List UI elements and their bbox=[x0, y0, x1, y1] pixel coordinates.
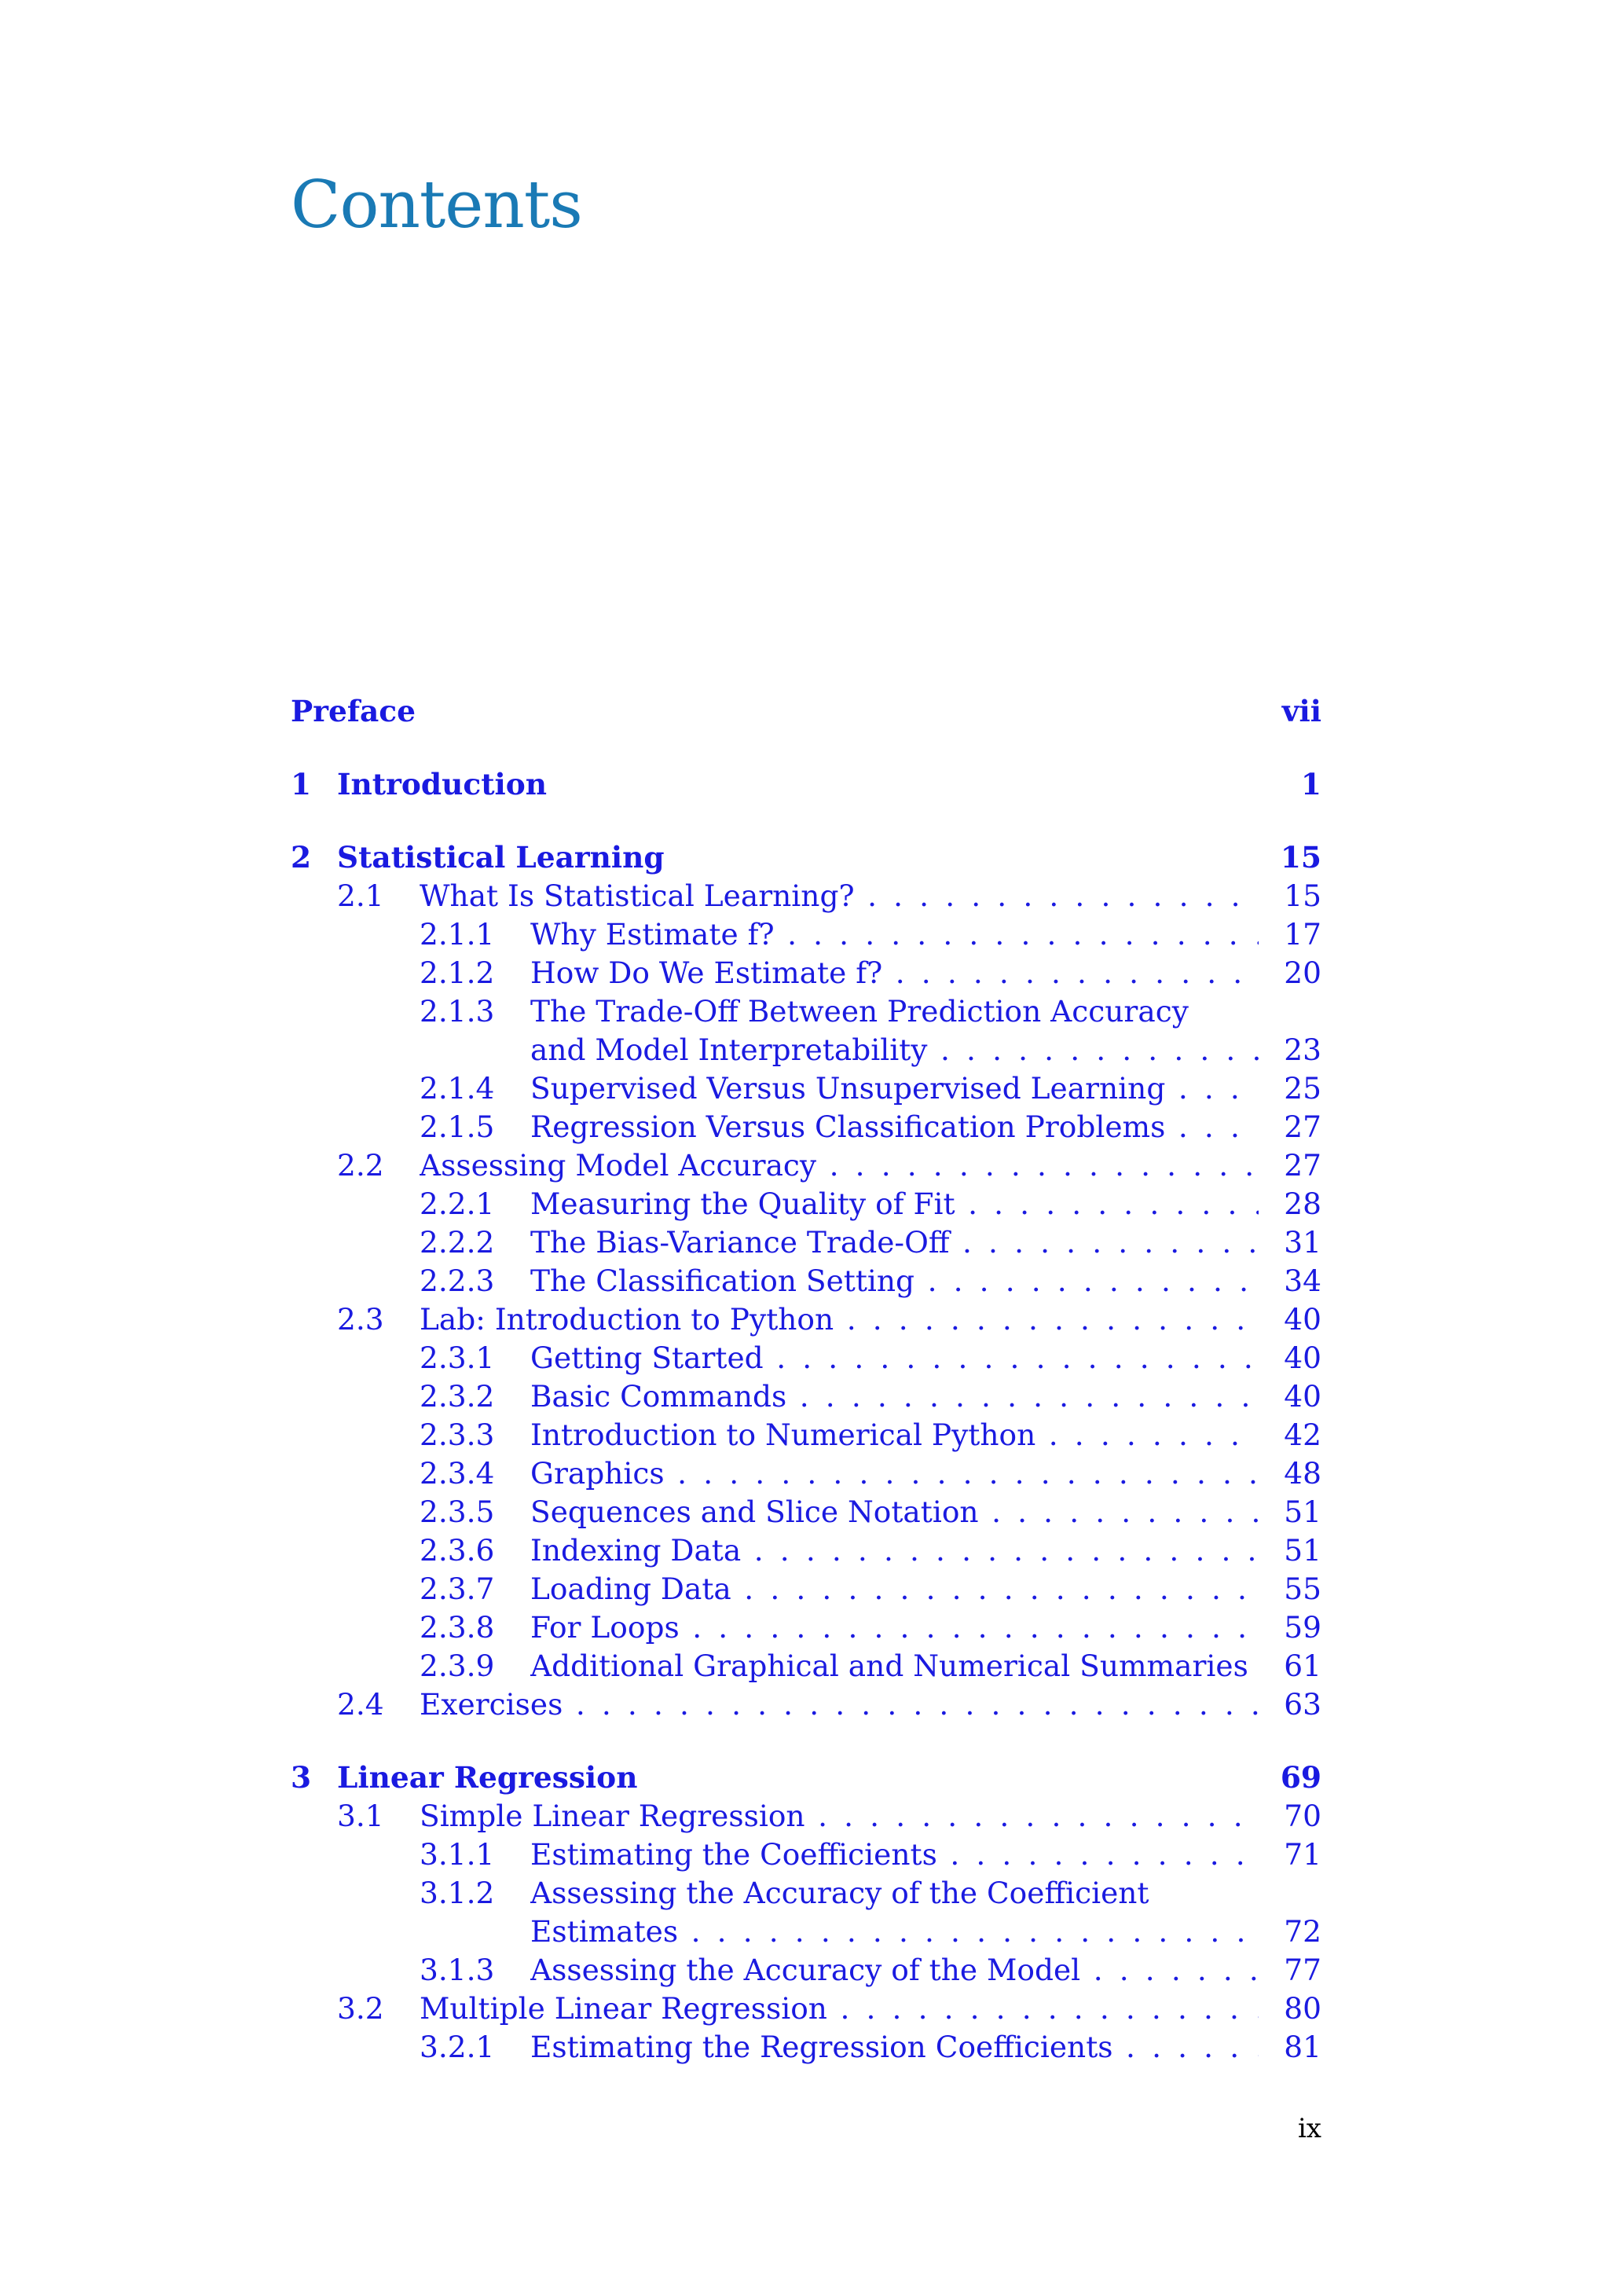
toc-subsection[interactable] bbox=[291, 2028, 1321, 2067]
toc-entry-page[interactable]: 34 bbox=[1284, 1264, 1321, 1298]
toc-subsection[interactable] bbox=[291, 1377, 1321, 1416]
toc-section[interactable] bbox=[291, 877, 1321, 915]
toc-section[interactable] bbox=[291, 1685, 1321, 1724]
toc-subsection[interactable] bbox=[291, 1185, 1321, 1223]
toc-entry-number: 3.1.1 bbox=[420, 1837, 495, 1872]
toc-entry-page[interactable]: 63 bbox=[1284, 1687, 1321, 1722]
toc-subsection[interactable] bbox=[291, 1069, 1321, 1108]
toc-subsection[interactable] bbox=[291, 954, 1321, 992]
toc-entry-label[interactable]: Multiple Linear Regression . . . bbox=[420, 1990, 1259, 2028]
toc-entry-label[interactable]: Additional Graphical and Numerical Summaries . . . bbox=[530, 1647, 1259, 1685]
toc-entry-label[interactable]: Estimates . . . bbox=[530, 1913, 1259, 1951]
toc-entry-label[interactable]: Sequences and Slice Notation . . . bbox=[530, 1493, 1259, 1531]
toc-chapter[interactable] bbox=[291, 838, 1321, 877]
toc-entry-number: 2 bbox=[291, 840, 312, 875]
toc-entry-page[interactable]: 27 bbox=[1284, 1109, 1321, 1144]
toc-entry-label[interactable]: The Bias-Variance Trade-Off . . . bbox=[530, 1223, 1259, 1262]
toc-entry-number: 2.3.4 bbox=[420, 1456, 495, 1491]
toc-entry-label[interactable]: Regression Versus Classification Problems . . . bbox=[530, 1108, 1259, 1146]
toc-subsection[interactable] bbox=[291, 1836, 1321, 1874]
toc-entry-page[interactable]: 28 bbox=[1284, 1187, 1321, 1221]
toc-entry-number: 2.3.9 bbox=[420, 1649, 495, 1683]
toc-entry-label[interactable]: Assessing Model Accuracy . . . bbox=[420, 1146, 1259, 1185]
toc-subsection[interactable] bbox=[291, 915, 1321, 954]
toc-entry-number: 2.2.2 bbox=[420, 1225, 495, 1260]
toc-entry-label[interactable]: Assessing the Accuracy of the Model . . . bbox=[530, 1951, 1259, 1990]
toc-chapter[interactable] bbox=[291, 765, 1321, 804]
toc-subsection[interactable] bbox=[291, 1454, 1321, 1493]
toc-entry-page[interactable]: 61 bbox=[1284, 1649, 1321, 1683]
page-title: Contents bbox=[291, 167, 582, 243]
toc-entry-label[interactable]: Preface bbox=[291, 694, 416, 728]
toc-entry-label[interactable]: Linear Regression bbox=[337, 1760, 638, 1795]
toc-entry-page[interactable]: 55 bbox=[1284, 1572, 1321, 1606]
toc-entry-page[interactable]: 40 bbox=[1284, 1379, 1321, 1414]
toc-entry-number: 3.2 bbox=[337, 1991, 384, 2026]
toc-entry-page[interactable]: 59 bbox=[1284, 1610, 1321, 1645]
toc-entry-label[interactable]: Lab: Introduction to Python . . . bbox=[420, 1300, 1259, 1339]
toc-entry-number: 2.1.2 bbox=[420, 955, 495, 990]
toc-chapter[interactable] bbox=[291, 692, 1321, 731]
table-of-contents bbox=[291, 692, 1321, 2067]
toc-entry-label[interactable]: and Model Interpretability . . . bbox=[530, 1031, 1259, 1069]
toc-entry-label[interactable]: Estimating the Coefficients . . . bbox=[530, 1836, 1259, 1874]
toc-entry-label[interactable]: Measuring the Quality of Fit . . . bbox=[530, 1185, 1259, 1223]
toc-entry-page[interactable]: 15 bbox=[1280, 840, 1321, 875]
toc-subsection[interactable] bbox=[291, 1913, 1321, 1951]
page-number: ix bbox=[1297, 2113, 1321, 2144]
toc-entry-label[interactable]: Why Estimate f? . . . bbox=[530, 915, 1259, 954]
toc-subsection[interactable] bbox=[291, 992, 1321, 1031]
toc-subsection[interactable] bbox=[291, 1223, 1321, 1262]
toc-entry-number: 1 bbox=[291, 767, 312, 801]
toc-entry-page[interactable]: 17 bbox=[1284, 917, 1321, 952]
toc-entry-label[interactable]: Getting Started . . . bbox=[530, 1339, 1259, 1377]
toc-entry-page[interactable]: 31 bbox=[1284, 1225, 1321, 1260]
toc-entry-number: 2.1 bbox=[337, 878, 384, 913]
toc-subsection[interactable] bbox=[291, 1951, 1321, 1990]
toc-entry-page[interactable]: 40 bbox=[1284, 1341, 1321, 1375]
toc-entry-number: 3.1.2 bbox=[420, 1876, 495, 1910]
toc-entry-page[interactable]: 27 bbox=[1284, 1148, 1321, 1183]
toc-entry-label[interactable]: Loading Data . . . bbox=[530, 1570, 1259, 1608]
toc-subsection[interactable] bbox=[291, 1262, 1321, 1300]
toc-entry-label[interactable]: How Do We Estimate f? . . . bbox=[530, 954, 1259, 992]
toc-entry-label[interactable]: Introduction bbox=[337, 767, 548, 801]
toc-entry-page[interactable]: 69 bbox=[1280, 1760, 1321, 1795]
toc-section[interactable] bbox=[291, 1146, 1321, 1185]
toc-entry-number: 2.4 bbox=[337, 1687, 384, 1722]
toc-entry-page[interactable]: vii bbox=[1281, 694, 1321, 728]
toc-entry-number: 2.2.3 bbox=[420, 1264, 495, 1298]
toc-entry-page[interactable]: 71 bbox=[1284, 1837, 1321, 1872]
toc-entry-page[interactable]: 15 bbox=[1284, 878, 1321, 913]
toc-entry-page[interactable]: 40 bbox=[1284, 1302, 1321, 1337]
toc-entry-label[interactable]: Simple Linear Regression . . . bbox=[420, 1797, 1259, 1836]
toc-subsection[interactable] bbox=[291, 1339, 1321, 1377]
toc-section[interactable] bbox=[291, 1797, 1321, 1836]
toc-entry-page[interactable]: 25 bbox=[1284, 1071, 1321, 1106]
toc-section[interactable] bbox=[291, 1990, 1321, 2028]
toc-entry-label[interactable]: The Classification Setting . . . bbox=[530, 1262, 1259, 1300]
toc-subsection[interactable] bbox=[291, 1531, 1321, 1570]
toc-entry-label[interactable]: Graphics . . . bbox=[530, 1454, 1259, 1493]
toc-subsection[interactable] bbox=[291, 1031, 1321, 1069]
toc-entry-label[interactable]: Basic Commands . . . bbox=[530, 1377, 1259, 1416]
toc-entry-number: 2.1.4 bbox=[420, 1071, 495, 1106]
toc-subsection[interactable] bbox=[291, 1493, 1321, 1531]
toc-entry-number: 2.1.5 bbox=[420, 1109, 495, 1144]
toc-entry-page[interactable]: 1 bbox=[1300, 767, 1321, 801]
toc-entry-number: 2.3.3 bbox=[420, 1418, 495, 1452]
toc-entry-number: 3.2.1 bbox=[420, 2030, 495, 2064]
toc-entry-number: 3.1.3 bbox=[420, 1953, 495, 1987]
toc-subsection[interactable] bbox=[291, 1570, 1321, 1608]
toc-entry-number: 2.2.1 bbox=[420, 1187, 495, 1221]
toc-entry-label[interactable]: Supervised Versus Unsupervised Learning . . . bbox=[530, 1069, 1259, 1108]
toc-entry-number: 2.3.2 bbox=[420, 1379, 495, 1414]
toc-subsection[interactable] bbox=[291, 1108, 1321, 1146]
toc-entry-page[interactable]: 23 bbox=[1284, 1032, 1321, 1067]
toc-subsection[interactable] bbox=[291, 1647, 1321, 1685]
toc-entry-number: 3 bbox=[291, 1760, 312, 1795]
toc-chapter[interactable] bbox=[291, 1759, 1321, 1797]
toc-entry-label[interactable]: Statistical Learning bbox=[337, 840, 665, 875]
toc-entry-page[interactable]: 81 bbox=[1284, 2030, 1321, 2064]
toc-entry-number: 2.3.8 bbox=[420, 1610, 495, 1645]
toc-entry-page[interactable]: 51 bbox=[1284, 1533, 1321, 1568]
toc-entry-label[interactable]: For Loops . . . bbox=[530, 1608, 1259, 1647]
toc-subsection[interactable] bbox=[291, 1608, 1321, 1647]
toc-entry-page[interactable]: 42 bbox=[1284, 1418, 1321, 1452]
toc-entry-number: 3.1 bbox=[337, 1799, 384, 1833]
toc-entry-number: 2.3.6 bbox=[420, 1533, 495, 1568]
toc-entry-number: 2.2 bbox=[337, 1148, 384, 1183]
toc-entry-number: 2.3 bbox=[337, 1302, 384, 1337]
toc-entry-label[interactable]: Assessing the Accuracy of the Coefficient bbox=[530, 1876, 1149, 1910]
toc-entry-page[interactable]: 51 bbox=[1284, 1495, 1321, 1529]
toc-subsection[interactable] bbox=[291, 1874, 1321, 1913]
toc-subsection[interactable] bbox=[291, 1416, 1321, 1454]
toc-entry-number: 2.3.1 bbox=[420, 1341, 495, 1375]
toc-entry-label[interactable]: Estimating the Regression Coefficients . . . bbox=[530, 2028, 1259, 2067]
toc-section[interactable] bbox=[291, 1300, 1321, 1339]
toc-entry-number: 2.1.1 bbox=[420, 917, 495, 952]
toc-entry-label[interactable]: Introduction to Numerical Python . . . bbox=[530, 1416, 1259, 1454]
toc-entry-page[interactable]: 72 bbox=[1284, 1914, 1321, 1949]
toc-entry-number: 2.1.3 bbox=[420, 994, 495, 1029]
toc-entry-page[interactable]: 80 bbox=[1284, 1991, 1321, 2026]
toc-entry-label[interactable]: Indexing Data . . . bbox=[530, 1531, 1259, 1570]
toc-entry-page[interactable]: 20 bbox=[1284, 955, 1321, 990]
toc-entry-page[interactable]: 77 bbox=[1284, 1953, 1321, 1987]
toc-entry-label[interactable]: The Trade-Off Between Prediction Accuracy bbox=[530, 994, 1189, 1029]
toc-entry-number: 2.3.7 bbox=[420, 1572, 495, 1606]
toc-entry-number: 2.3.5 bbox=[420, 1495, 495, 1529]
toc-entry-label[interactable]: Exercises . . . bbox=[420, 1685, 1259, 1724]
toc-entry-label[interactable]: What Is Statistical Learning? . . . bbox=[420, 877, 1259, 915]
toc-entry-page[interactable]: 70 bbox=[1284, 1799, 1321, 1833]
toc-entry-page[interactable]: 48 bbox=[1284, 1456, 1321, 1491]
